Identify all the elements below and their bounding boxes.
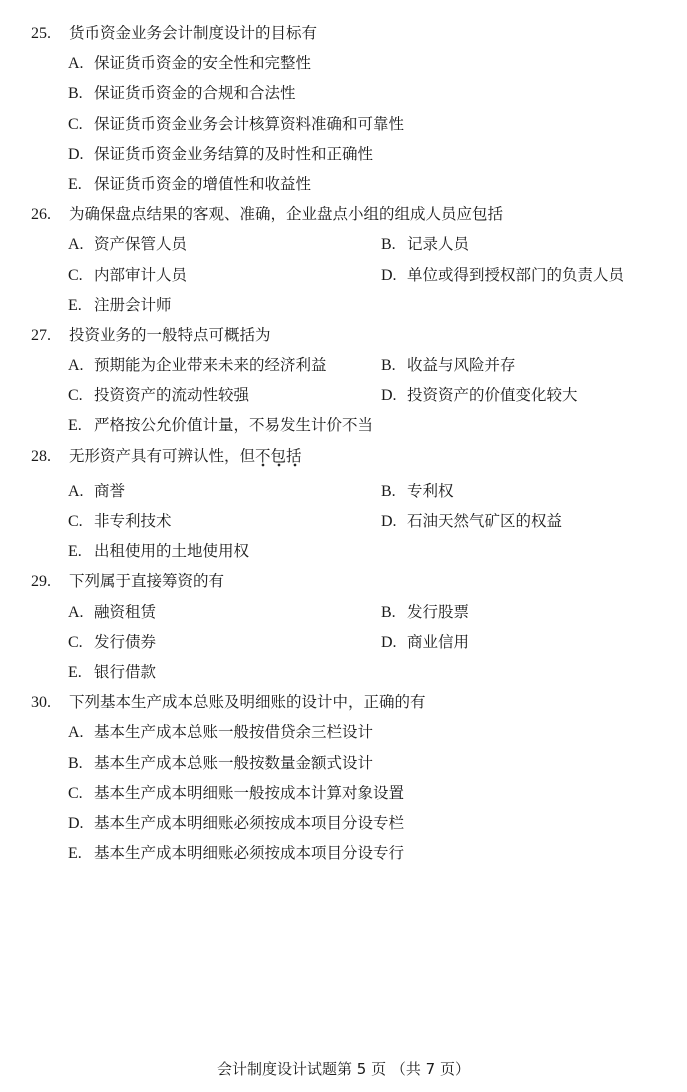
option-d: [68, 145, 373, 163]
option-letter: E.: [68, 417, 82, 435]
option-letter: C.: [68, 115, 83, 133]
option-row: [0, 290, 687, 320]
option-letter: E.: [68, 543, 82, 561]
option-text: 出租使用的土地使用权: [94, 542, 250, 561]
option-row: [0, 506, 687, 536]
question-27: [0, 320, 687, 441]
option-letter: B.: [381, 357, 396, 375]
option-e: [68, 175, 311, 193]
option-text: 注册会计师: [94, 295, 172, 314]
option-letter: A.: [68, 724, 84, 742]
option-row: [0, 380, 687, 410]
option-a: [68, 603, 156, 621]
option-letter: D.: [381, 266, 397, 284]
option-c: [68, 386, 249, 404]
option-c: [68, 633, 156, 651]
option-letter: E.: [68, 296, 82, 314]
option-b: [68, 84, 296, 102]
option-a: [68, 356, 327, 374]
emphasis-text: 不包括: [255, 446, 302, 465]
option-row: [0, 597, 687, 627]
option-letter: E.: [68, 845, 82, 863]
option-d: [381, 380, 578, 411]
option-e: [68, 663, 156, 681]
page-footer: 会计制度设计试题第 5 页 （共 7 页）: [217, 1060, 470, 1078]
option-text: 严格按公允价值计量，不易发生计价不当: [94, 416, 374, 435]
option-row: [0, 778, 687, 808]
option-text: 投资资产的流动性较强: [94, 386, 250, 405]
option-text: 保证货币资金的增值性和收益性: [94, 174, 312, 193]
option-letter: A.: [68, 236, 84, 254]
option-text: 商誉: [94, 481, 126, 500]
question-stem: [0, 566, 687, 596]
option-c: [68, 115, 404, 133]
option-d: [381, 627, 469, 658]
option-row: [0, 410, 687, 440]
option-letter: A.: [68, 55, 84, 73]
option-text: 单位或得到授权部门的负责人员: [407, 265, 625, 284]
question-stem: [0, 18, 687, 48]
option-text: 基本生产成本总账一般按数量金额式设计: [94, 753, 374, 772]
option-row: [0, 536, 687, 566]
option-row: [0, 139, 687, 169]
option-row: [0, 350, 687, 380]
option-text: 专利权: [407, 481, 454, 500]
exam-page: [0, 18, 687, 868]
option-b: [381, 350, 516, 381]
option-text: 记录人员: [407, 235, 470, 254]
question-stem: [0, 687, 687, 717]
question-number: 30.: [31, 694, 51, 712]
option-letter: C.: [68, 266, 83, 284]
option-row: [0, 169, 687, 199]
option-row: [0, 717, 687, 747]
option-row: [0, 627, 687, 657]
option-text: 收益与风险并存: [407, 356, 516, 375]
question-number: 27.: [31, 326, 51, 344]
option-text: 银行借款: [94, 662, 157, 681]
option-letter: B.: [381, 482, 396, 500]
question-number: 29.: [31, 573, 51, 591]
option-row: [0, 838, 687, 868]
question-25: [0, 18, 687, 199]
option-e: [68, 296, 172, 314]
option-b: [381, 229, 469, 260]
option-text: 商业信用: [407, 632, 470, 651]
option-e: [68, 844, 404, 862]
option-text: 保证货币资金的合规和合法性: [94, 84, 296, 103]
option-row: [0, 109, 687, 139]
option-a: [68, 54, 311, 72]
question-number: 25.: [31, 25, 51, 42]
question-text: 下列基本生产成本总账及明细账的设计中，正确的有: [69, 693, 426, 712]
option-text: 基本生产成本明细账一般按成本计算对象设置: [94, 783, 405, 802]
option-d: [381, 506, 562, 537]
option-letter: D.: [381, 387, 397, 405]
option-row: [0, 48, 687, 78]
option-d: [68, 814, 404, 832]
option-text: 石油天然气矿区的权益: [407, 512, 563, 530]
option-row: [0, 476, 687, 506]
option-text: 基本生产成本明细账必须按成本项目分设专栏: [94, 813, 405, 832]
option-b: [381, 476, 454, 507]
option-letter: A.: [68, 603, 84, 621]
question-number: 26.: [31, 206, 51, 224]
option-letter: B.: [381, 236, 396, 254]
option-c: [68, 512, 172, 530]
option-text: 保证货币资金业务会计核算资料准确和可靠性: [94, 114, 405, 133]
question-text: 货币资金业务会计制度设计的目标有: [69, 24, 318, 42]
option-letter: D.: [381, 633, 397, 651]
option-letter: C.: [68, 513, 83, 530]
option-letter: B.: [68, 85, 83, 103]
option-text: 发行债券: [94, 632, 157, 651]
option-d: [381, 260, 624, 291]
option-text: 融资租赁: [94, 602, 157, 621]
question-28: [0, 441, 687, 567]
option-e: [68, 542, 249, 560]
option-letter: A.: [68, 357, 84, 375]
question-29: [0, 566, 687, 687]
option-b: [381, 597, 469, 628]
option-letter: A.: [68, 482, 84, 500]
option-text: 保证货币资金业务结算的及时性和正确性: [94, 144, 374, 163]
option-letter: D.: [68, 145, 84, 163]
option-text: 基本生产成本明细账必须按成本项目分设专行: [94, 844, 405, 863]
option-letter: D.: [68, 814, 84, 832]
question-text: 无形资产具有可辨认性，但: [69, 446, 256, 465]
option-row: [0, 260, 687, 290]
option-c: [68, 266, 187, 284]
question-text: 下列属于直接筹资的有: [69, 572, 225, 591]
question-number: 28.: [31, 447, 51, 465]
question-stem: [0, 320, 687, 350]
option-text: 资产保管人员: [94, 235, 188, 254]
option-text: 发行股票: [407, 602, 470, 621]
option-letter: B.: [381, 603, 396, 621]
option-text: 预期能为企业带来未来的经济利益: [94, 356, 327, 375]
option-letter: C.: [68, 387, 83, 405]
option-text: 基本生产成本总账一般按借贷余三栏设计: [94, 723, 374, 742]
option-row: [0, 748, 687, 778]
option-text: 保证货币资金的安全性和完整性: [94, 54, 312, 73]
option-letter: C.: [68, 784, 83, 802]
question-30: [0, 687, 687, 868]
option-letter: C.: [68, 633, 83, 651]
option-a: [68, 723, 373, 741]
option-letter: B.: [68, 754, 83, 772]
question-stem: [0, 199, 687, 229]
option-letter: E.: [68, 663, 82, 681]
option-letter: E.: [68, 175, 82, 193]
question-26: [0, 199, 687, 320]
option-text: 内部审计人员: [94, 265, 188, 284]
question-text: 投资业务的一般特点可概括为: [69, 325, 271, 344]
question-stem: [0, 441, 687, 471]
option-e: [68, 416, 373, 434]
option-text: 投资资产的价值变化较大: [407, 386, 578, 405]
option-b: [68, 754, 373, 772]
option-a: [68, 235, 187, 253]
option-letter: D.: [381, 513, 397, 530]
option-row: [0, 229, 687, 259]
option-c: [68, 784, 404, 802]
option-a: [68, 482, 125, 500]
option-row: [0, 657, 687, 687]
option-text: 非专利技术: [94, 512, 172, 530]
question-text: 为确保盘点结果的客观、准确，企业盘点小组的组成人员应包括: [69, 205, 504, 224]
option-row: [0, 808, 687, 838]
option-row: [0, 78, 687, 108]
